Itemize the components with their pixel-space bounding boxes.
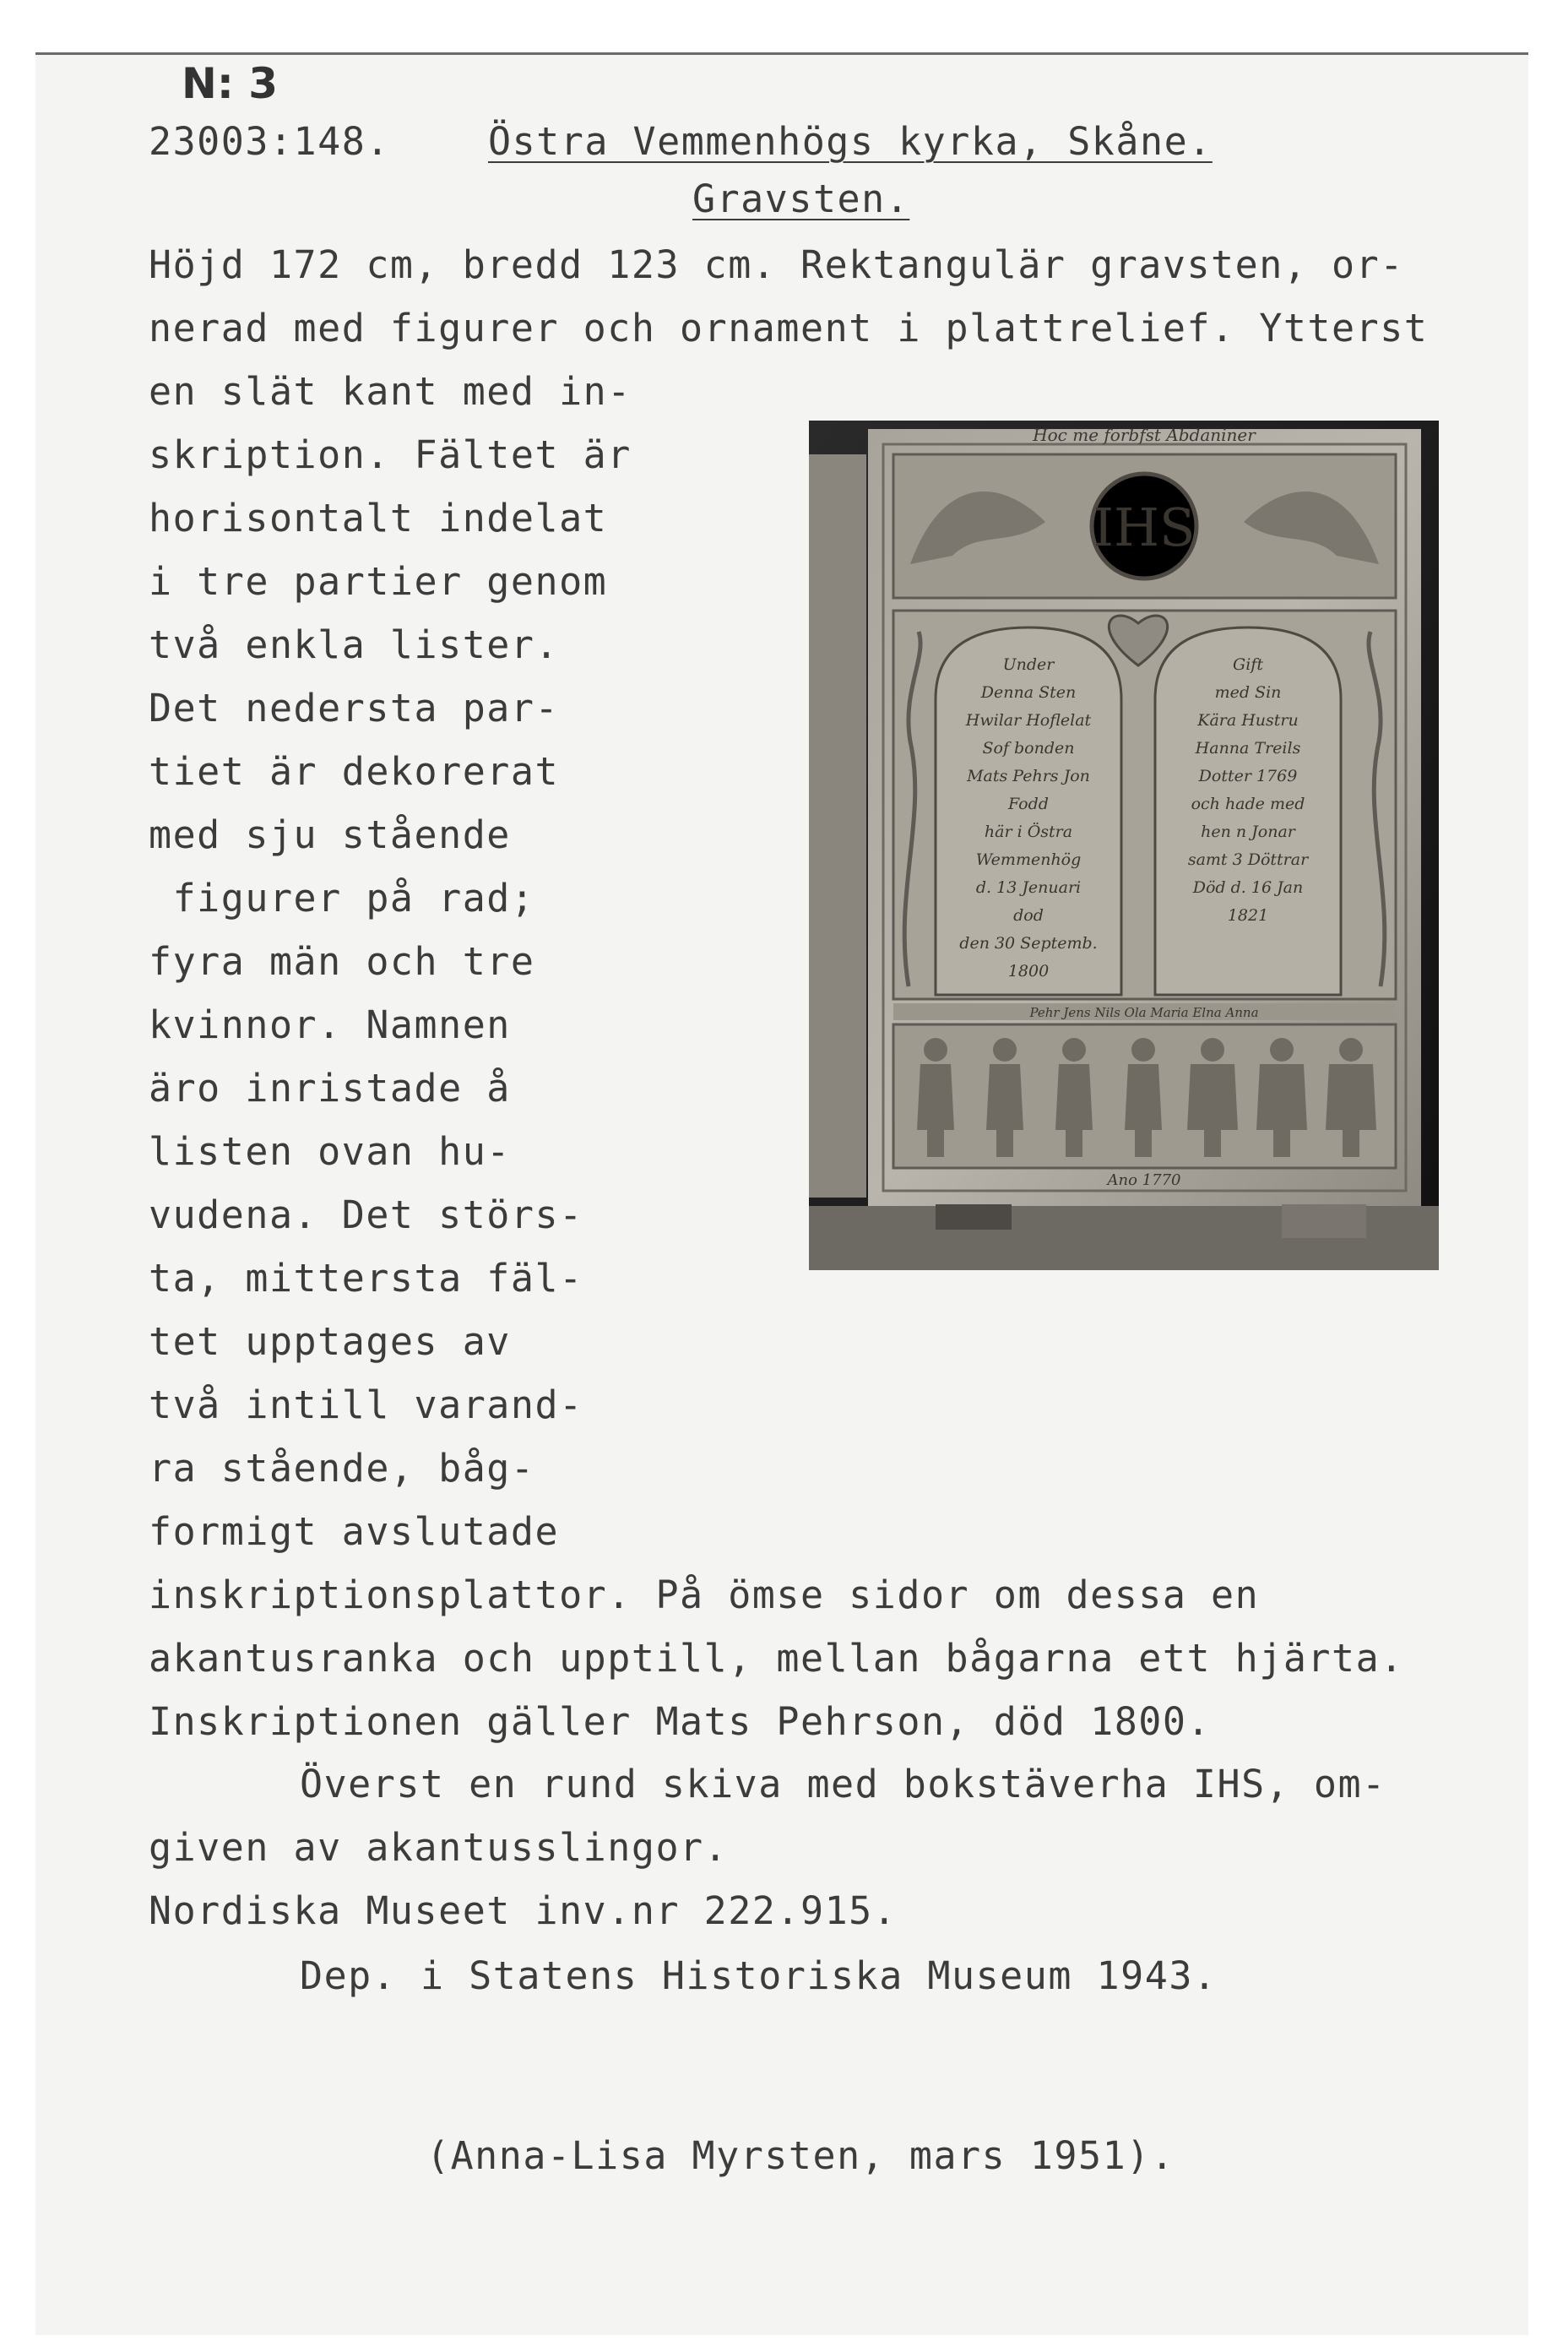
description-line: tet upptages av bbox=[149, 1319, 511, 1364]
author-signature: (Anna-Lisa Myrsten, mars 1951). bbox=[426, 2133, 1175, 2178]
female-figure bbox=[1187, 1064, 1238, 1130]
side-stone bbox=[809, 454, 866, 1198]
figure-head bbox=[924, 1038, 947, 1062]
plate-line: Sof bonden bbox=[982, 739, 1075, 758]
plate-line: Gift bbox=[1233, 655, 1263, 674]
figure-head bbox=[1062, 1038, 1086, 1062]
figure-legs bbox=[1135, 1128, 1152, 1157]
description-line: två intill varand- bbox=[149, 1382, 583, 1427]
plate-line: Wemmenhög bbox=[975, 850, 1082, 869]
figure-head bbox=[993, 1038, 1017, 1062]
male-figure bbox=[1125, 1064, 1162, 1130]
plate-line: 1800 bbox=[1007, 962, 1050, 980]
description-line: fyra män och tre bbox=[149, 939, 535, 984]
ihs-text: IHS bbox=[1093, 497, 1196, 558]
description-line: horisontalt indelat bbox=[149, 496, 608, 540]
stone-top-inscription: Hoc me forbfst Abdaniner bbox=[1033, 425, 1256, 445]
plate-line: 1821 bbox=[1227, 906, 1269, 925]
plate-line: här i Östra bbox=[984, 823, 1073, 841]
location-title: Östra Vemmenhögs kyrka, Skåne. bbox=[488, 119, 1213, 164]
figure-head bbox=[1270, 1038, 1294, 1062]
description-line: tiet är dekorerat bbox=[149, 749, 560, 794]
plate-line: Hwilar Hoflelat bbox=[965, 711, 1092, 730]
plate-line: Hanna Treils bbox=[1195, 739, 1301, 758]
subject-title: Gravsten. bbox=[692, 177, 910, 221]
male-figure bbox=[986, 1064, 1023, 1130]
description-line: Inskriptionen gäller Mats Pehrson, död 1800. bbox=[149, 1699, 1212, 1744]
gravestone-photo bbox=[809, 421, 1439, 1270]
plate-line: hen n Jonar bbox=[1201, 823, 1295, 841]
description-line: Överst en rund skiva med bokstäverha IHS, om- bbox=[300, 1762, 1386, 1806]
description-line: två enkla lister. bbox=[149, 622, 560, 667]
description-line: i tre partier genom bbox=[149, 559, 608, 604]
figure-legs bbox=[927, 1128, 944, 1157]
catalog-number: 23003:148. bbox=[149, 119, 390, 164]
plate-line: Kära Hustru bbox=[1197, 711, 1299, 730]
figure-legs bbox=[1066, 1128, 1082, 1157]
description-line: en slät kant med in- bbox=[149, 369, 632, 414]
description-line: äro inristade å bbox=[149, 1066, 511, 1111]
description-line: skription. Fältet är bbox=[149, 432, 632, 477]
plate-line: Mats Pehrs Jon bbox=[967, 767, 1090, 785]
male-figure bbox=[1055, 1064, 1093, 1130]
names-band: Pehr Jens Nils Ola Maria Elna Anna bbox=[1029, 1005, 1259, 1020]
museum-inventory: Nordiska Museet inv.nr 222.915. bbox=[149, 1888, 898, 1933]
description-line: given av akantusslingor. bbox=[149, 1825, 729, 1870]
description-line: Höjd 172 cm, bredd 123 cm. Rektangulär gravsten, or- bbox=[149, 242, 1404, 287]
plate-line: Dotter 1769 bbox=[1198, 767, 1298, 785]
deposit-note: Dep. i Statens Historiska Museum 1943. bbox=[300, 1953, 1218, 1998]
plate-line: d. 13 Jenuari bbox=[975, 878, 1082, 897]
description-line: figurer på rad; bbox=[149, 876, 535, 921]
description-line: nerad med figurer och ornament i plattrelief. Ytterst bbox=[149, 306, 1429, 350]
figure-head bbox=[1131, 1038, 1155, 1062]
figure-legs bbox=[1273, 1128, 1290, 1157]
figure-legs bbox=[996, 1128, 1013, 1157]
plate-line: Denna Sten bbox=[980, 683, 1077, 702]
description-line: formigt avslutade bbox=[149, 1509, 560, 1554]
description-line: ra stående, båg- bbox=[149, 1446, 535, 1491]
figure-head bbox=[1339, 1038, 1363, 1062]
description-line: vudena. Det störs- bbox=[149, 1192, 583, 1237]
gravestone-image bbox=[809, 421, 1439, 1270]
plate-line: Död d. 16 Jan bbox=[1192, 878, 1304, 897]
plate-line: dod bbox=[1013, 906, 1044, 925]
description-line: ta, mittersta fäl- bbox=[149, 1256, 583, 1301]
plate-line: Fodd bbox=[1008, 795, 1049, 813]
figure-legs bbox=[1343, 1128, 1359, 1157]
plate-line: och hade med bbox=[1191, 795, 1305, 813]
description-line: Det nedersta par- bbox=[149, 686, 560, 731]
handwritten-number: N: 3 bbox=[182, 59, 279, 108]
plate-line: med Sin bbox=[1214, 683, 1282, 702]
female-figure bbox=[1326, 1064, 1376, 1130]
description-line: akantusranka och upptill, mellan bågarna ett hjärta. bbox=[149, 1636, 1404, 1681]
male-figure bbox=[917, 1064, 954, 1130]
description-line: kvinnor. Namnen bbox=[149, 1002, 511, 1047]
description-line: med sju stående bbox=[149, 812, 511, 857]
figure-head bbox=[1201, 1038, 1224, 1062]
plate-line: Under bbox=[1002, 655, 1055, 674]
stone-bottom-inscription: Ano 1770 bbox=[1107, 1171, 1181, 1189]
description-line: inskriptionsplattor. På ömse sidor om dessa en bbox=[149, 1573, 1260, 1617]
female-figure bbox=[1256, 1064, 1307, 1130]
description-line: listen ovan hu- bbox=[149, 1129, 511, 1174]
plate-line: samt 3 Döttrar bbox=[1187, 850, 1309, 869]
figure-legs bbox=[1204, 1128, 1221, 1157]
plate-line: den 30 Septemb. bbox=[959, 934, 1098, 953]
